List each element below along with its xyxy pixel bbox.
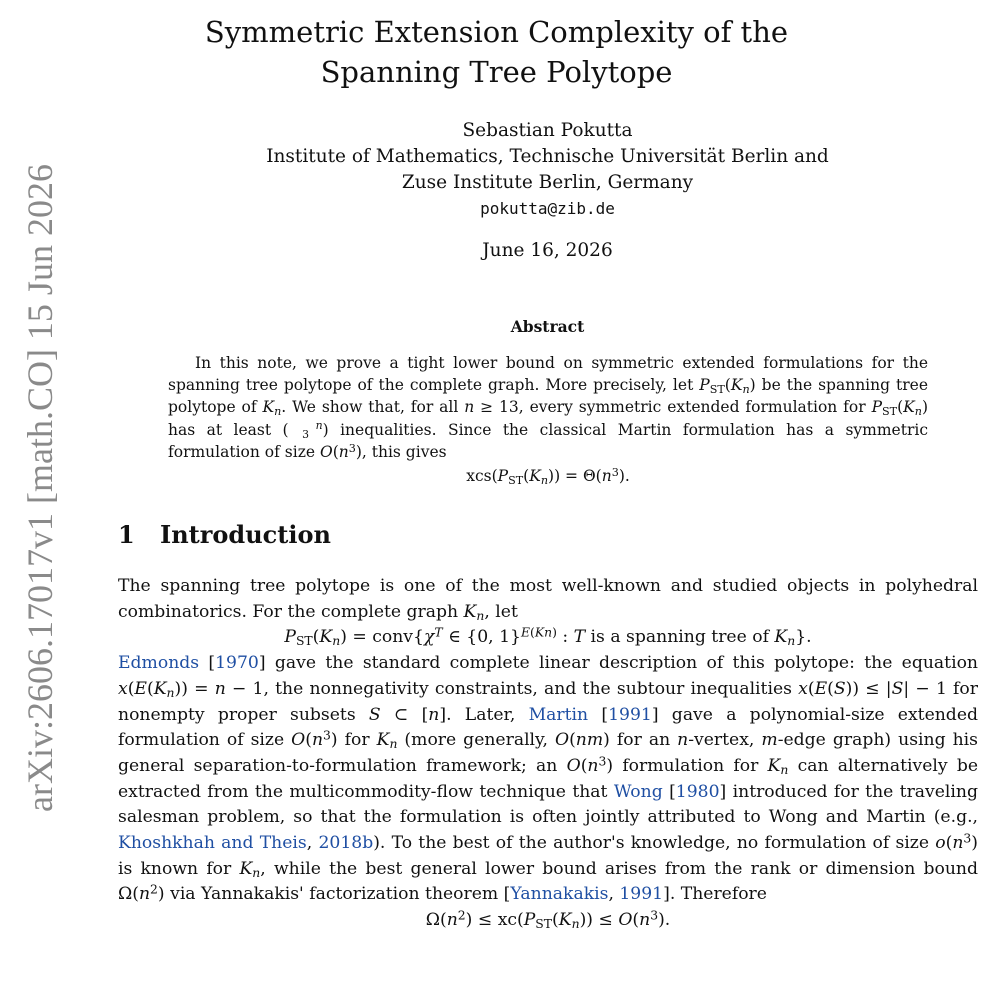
intro-paragraph-1: The spanning tree polytope is one of the most well-known and studied objects in polyhedral combinatorics. For the complete graph $K_n$, let xyxy=(118,576,978,623)
citation-yannakakis-year[interactable]: 1991 xyxy=(619,884,664,905)
citation-wong[interactable]: Wong xyxy=(613,781,663,802)
abstract-body xyxy=(168,352,928,487)
introduction-body xyxy=(118,574,978,934)
title-line-1: Symmetric Extension Complexity of the xyxy=(204,15,789,49)
paper-date: June 16, 2026 xyxy=(482,240,613,261)
intro-display-equation-2: $\Omega(n^2) \le xc(P_{ST}(K_n)) \le O(n^3)$. xyxy=(425,908,671,932)
abstract-heading: Abstract xyxy=(510,317,585,336)
citation-khoshkhah-theis[interactable]: Khoshkhah and Theis xyxy=(118,833,307,854)
section-heading xyxy=(118,520,331,549)
author-email: pokutta@zib.de xyxy=(480,199,615,218)
citation-edmonds-year[interactable]: 1970 xyxy=(215,653,259,674)
citation-edmonds[interactable]: Edmonds xyxy=(118,653,200,674)
paper-title xyxy=(0,12,993,92)
intro-display-equation-1: $P_{ST}(K_n)$ = $conv\{\chi^T$ ∈ {0, 1}$^{E(Kn)}$ : T is a spanning tree of $K_n$}. xyxy=(284,625,812,649)
affiliation-line-1: Institute of Mathematics, Technische Universität Berlin and xyxy=(266,146,829,167)
citation-khoshkhah-theis-year[interactable]: 2018b xyxy=(318,833,374,854)
section-title: Introduction xyxy=(160,520,331,549)
title-line-2: Spanning Tree Polytope xyxy=(320,55,673,89)
abstract-paragraph: In this note, we prove a tight lower bound on symmetric extended formulations for the spanning tree polytope of the complete graph. More precisely, let $P_{ST}(K_n)$ be the spanning tree polytope of $K_n$. We show that, for all n ≥ 13, every symmetric extended formulation for $P_{ST}(K_n)$ has at least ( n 3 ) inequalities. Since the classical Martin formulation has a symmetric formulation of size $O(n^3)$, this gives xyxy=(168,354,929,461)
author-name: Sebastian Pokutta xyxy=(462,120,633,141)
citation-yannakakis[interactable]: Yannakakis xyxy=(510,884,609,905)
author-block xyxy=(0,118,993,222)
section-number: 1 xyxy=(118,520,135,549)
abstract-display-equation: $xcs(P_{ST}(K_n)) = \Theta(n^3)$. xyxy=(466,466,630,487)
citation-wong-year[interactable]: 1980 xyxy=(675,781,720,802)
intro-paragraph-2: Edmonds [1970] gave the standard complete linear description of this polytope: the equation $x(E(K_n)) = n - 1$, the nonnegativity constraints, and the subtour inequalities x(E(S)) ≤ |S| − 1 for nonempty proper subsets S ⊂ [n]. Later, Martin [1991] gave a polynomial-size extended formulation of size $O(n^3)$ for $K_n$ (more generally, O(nm) for an n-vertex, m-edge graph) using his general separation-to-formulation framework; an $O(n^3)$ formulation for $K_n$ can alternatively be extracted from the multicommodity-flow technique that Wong [1980] introduced for the traveling salesman problem, so that the formulation is often jointly attributed to Wong and Martin (e.g., Khoshkhah and Theis, 2018b). To the best of the author's knowledge, no formulation of size $o(n^3)$ is known for $K_n$, while the best general lower bound arises from the rank or dimension bound $\Omega(n^2)$ via Yannakakis' factorization theorem [Yannakakis, 1991]. Therefore xyxy=(118,653,979,905)
arxiv-identifier: arXiv:2606.17017v1 [math.CO] 15 Jun 2026 xyxy=(20,164,60,812)
citation-martin-year[interactable]: 1991 xyxy=(608,704,652,725)
affiliation-line-2: Zuse Institute Berlin, Germany xyxy=(401,172,694,193)
citation-martin[interactable]: Martin xyxy=(528,704,589,725)
